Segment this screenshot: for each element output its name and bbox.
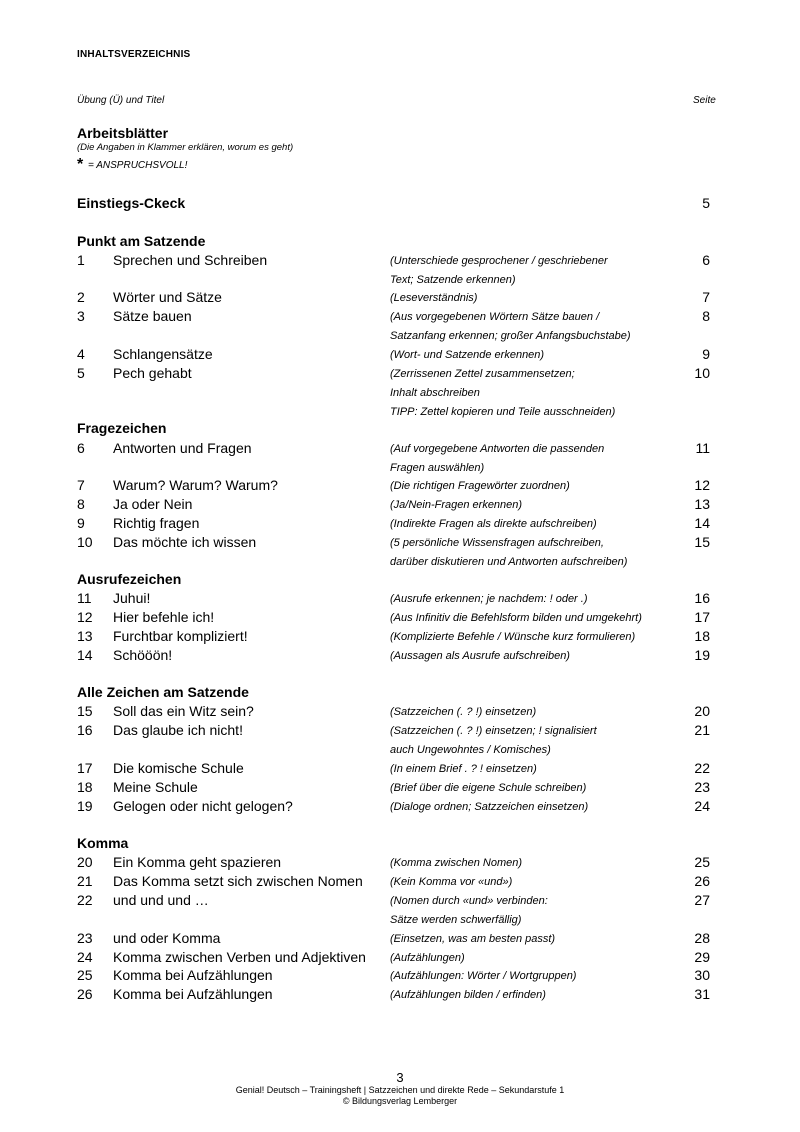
entry-page-number: 27 xyxy=(694,892,710,908)
entry-page-number: 22 xyxy=(694,760,710,776)
entry-title: Komma zwischen Verben und Adjektiven xyxy=(113,949,366,965)
entry-title: und oder Komma xyxy=(113,930,221,946)
section-heading: Einstiegs-Ckeck xyxy=(77,195,186,211)
entry-description: (Aufzählungen: Wörter / Wortgruppen) xyxy=(390,970,577,982)
entry-description: Fragen auswählen) xyxy=(390,462,485,474)
entry-number: 20 xyxy=(77,854,93,870)
entry-title: Warum? Warum? Warum? xyxy=(113,477,278,493)
entry-description: (Ausrufe erkennen; je nachdem: ! oder .) xyxy=(390,593,588,605)
entry-page-number: 8 xyxy=(702,308,710,324)
entry-description: (Komma zwischen Nomen) xyxy=(390,857,523,869)
entry-page-number: 9 xyxy=(702,346,710,362)
entry-title: Das glaube ich nicht! xyxy=(113,722,243,738)
entry-number: 25 xyxy=(77,967,93,983)
entry-description: (Unterschiede gesprochener / geschriebener xyxy=(390,255,608,267)
entry-number: 7 xyxy=(77,477,85,493)
entry-description: (Aus Infinitiv die Befehlsform bilden und umgekehrt) xyxy=(390,612,642,624)
entry-number: 18 xyxy=(77,779,93,795)
entry-number: 4 xyxy=(77,346,85,362)
entry-description: (Satzzeichen (. ? !) einsetzen; ! signalisiert xyxy=(390,725,597,737)
footer-line-2: © Bildungsverlag Lemberger xyxy=(342,1096,458,1106)
intro-note: (Die Angaben in Klammer erklären, worum es geht) xyxy=(77,142,294,153)
entry-title: Ein Komma geht spazieren xyxy=(113,854,282,870)
entry-title: Meine Schule xyxy=(113,779,198,795)
entry-number: 14 xyxy=(77,647,93,663)
section-heading: Komma xyxy=(77,835,129,851)
entry-description: (Auf vorgegebene Antworten die passenden xyxy=(390,443,605,455)
entry-number: 8 xyxy=(77,496,85,512)
entry-number: 1 xyxy=(77,252,85,268)
section-page-number: 5 xyxy=(702,195,710,211)
entry-title: Schlangensätze xyxy=(113,346,213,362)
entry-number: 11 xyxy=(77,590,92,606)
star-note: = ANSPRUCHSVOLL! xyxy=(88,160,188,171)
entry-description: (5 persönliche Wissensfragen aufschreiben, xyxy=(390,537,604,549)
entry-number: 22 xyxy=(77,892,93,908)
entry-page-number: 13 xyxy=(694,496,710,512)
entry-description: Sätze werden schwerfällig) xyxy=(390,914,522,926)
entry-page-number: 18 xyxy=(694,628,710,644)
star-symbol: * xyxy=(77,156,84,173)
document-title: INHALTSVERZEICHNIS xyxy=(77,49,191,60)
entry-description: (Die richtigen Fragewörter zuordnen) xyxy=(390,480,570,492)
entry-page-number: 6 xyxy=(702,252,710,268)
entry-page-number: 14 xyxy=(694,515,710,531)
column-header-right: Seite xyxy=(693,95,716,106)
entry-title: Die komische Schule xyxy=(113,760,244,776)
entry-page-number: 11 xyxy=(695,440,710,456)
entry-number: 12 xyxy=(77,609,93,625)
entry-description: (Brief über die eigene Schule schreiben) xyxy=(390,782,587,794)
entry-title: und und und … xyxy=(113,892,209,908)
entry-description: (Aufzählungen) xyxy=(390,952,465,964)
entry-description: (Zerrissenen Zettel zusammensetzen; xyxy=(390,368,575,380)
entry-title: Komma bei Aufzählungen xyxy=(113,967,273,983)
entry-description: (Indirekte Fragen als direkte aufschreiben) xyxy=(390,518,597,530)
entry-number: 16 xyxy=(77,722,93,738)
entry-description: (In einem Brief . ? ! einsetzen) xyxy=(390,763,537,775)
entry-description: Satzanfang erkennen; großer Anfangsbuchstabe) xyxy=(390,330,631,342)
entry-title: Soll das ein Witz sein? xyxy=(113,703,254,719)
entry-description: (Satzzeichen (. ? !) einsetzen) xyxy=(390,706,537,718)
entry-description: (Leseverständnis) xyxy=(390,292,478,304)
entry-page-number: 7 xyxy=(702,289,710,305)
entry-description: (Kein Komma vor «und») xyxy=(390,876,513,888)
entry-number: 17 xyxy=(77,760,93,776)
entry-page-number: 24 xyxy=(694,798,710,814)
entry-page-number: 19 xyxy=(694,647,710,663)
entry-description: darüber diskutieren und Antworten aufschreiben) xyxy=(390,556,628,568)
footer-page-number: 3 xyxy=(396,1070,404,1085)
entry-number: 2 xyxy=(77,289,85,305)
intro-heading: Arbeitsblätter xyxy=(77,125,169,141)
entry-description: (Ja/Nein-Fragen erkennen) xyxy=(390,499,523,511)
column-header-left: Übung (Ü) und Titel xyxy=(77,95,165,106)
entry-title: Antworten und Fragen xyxy=(113,440,252,456)
entry-page-number: 15 xyxy=(694,534,710,550)
entry-page-number: 21 xyxy=(694,722,710,738)
entry-title: Gelogen oder nicht gelogen? xyxy=(113,798,293,814)
entry-page-number: 30 xyxy=(694,967,710,983)
entry-number: 23 xyxy=(77,930,93,946)
entry-page-number: 20 xyxy=(694,703,710,719)
entry-page-number: 25 xyxy=(694,854,710,870)
entry-title: Sätze bauen xyxy=(113,308,192,324)
entry-description: (Komplizierte Befehle / Wünsche kurz formulieren) xyxy=(390,631,636,643)
entry-title: Ja oder Nein xyxy=(113,496,193,512)
entry-title: Wörter und Sätze xyxy=(113,289,222,305)
entry-page-number: 29 xyxy=(694,949,710,965)
entry-page-number: 16 xyxy=(694,590,710,606)
entry-title: Schööön! xyxy=(113,647,173,663)
entry-number: 26 xyxy=(77,986,93,1002)
entry-page-number: 26 xyxy=(694,873,710,889)
entry-number: 19 xyxy=(77,798,93,814)
entry-title: Hier befehle ich! xyxy=(113,609,215,625)
entry-title: Das Komma setzt sich zwischen Nomen xyxy=(113,873,363,889)
entry-description: Inhalt abschreiben xyxy=(390,387,480,399)
footer-line-1: Genial! Deutsch – Trainingsheft | Satzzeichen und direkte Rede – Sekundarstufe 1 xyxy=(235,1085,565,1095)
entry-title: Juhui! xyxy=(113,590,151,606)
entry-page-number: 12 xyxy=(694,477,710,493)
section-heading: Punkt am Satzende xyxy=(77,233,206,249)
entry-page-number: 31 xyxy=(694,986,710,1002)
entry-description: (Nomen durch «und» verbinden: xyxy=(390,895,548,907)
entry-page-number: 23 xyxy=(694,779,710,795)
section-heading: Alle Zeichen am Satzende xyxy=(77,684,249,700)
entry-title: Das möchte ich wissen xyxy=(113,534,257,550)
entry-description: Text; Satzende erkennen) xyxy=(390,274,516,286)
entry-description: (Aus vorgegebenen Wörtern Sätze bauen / xyxy=(390,311,600,323)
entry-number: 24 xyxy=(77,949,93,965)
entry-number: 10 xyxy=(77,534,93,550)
entry-page-number: 10 xyxy=(694,365,710,381)
entry-number: 21 xyxy=(77,873,93,889)
entry-description: (Einsetzen, was am besten passt) xyxy=(390,933,556,945)
entry-description: (Wort- und Satzende erkennen) xyxy=(390,349,545,361)
entry-number: 5 xyxy=(77,365,85,381)
entry-description: auch Ungewohntes / Komisches) xyxy=(390,744,551,756)
entry-description: (Aussagen als Ausrufe aufschreiben) xyxy=(390,650,570,662)
entry-description: (Aufzählungen bilden / erfinden) xyxy=(390,989,546,1001)
entry-description: TIPP: Zettel kopieren und Teile ausschneiden) xyxy=(390,406,616,418)
entry-number: 6 xyxy=(77,440,85,456)
entry-title: Pech gehabt xyxy=(113,365,192,381)
entry-title: Furchtbar kompliziert! xyxy=(113,628,248,644)
entry-title: Komma bei Aufzählungen xyxy=(113,986,273,1002)
entry-number: 13 xyxy=(77,628,93,644)
entry-number: 9 xyxy=(77,515,85,531)
entry-page-number: 17 xyxy=(694,609,710,625)
entry-number: 3 xyxy=(77,308,85,324)
entry-title: Richtig fragen xyxy=(113,515,200,531)
entry-page-number: 28 xyxy=(694,930,710,946)
section-heading: Fragezeichen xyxy=(77,420,167,436)
entry-number: 15 xyxy=(77,703,93,719)
section-heading: Ausrufezeichen xyxy=(77,571,182,587)
entry-description: (Dialoge ordnen; Satzzeichen einsetzen) xyxy=(390,801,589,813)
entry-title: Sprechen und Schreiben xyxy=(113,252,268,268)
